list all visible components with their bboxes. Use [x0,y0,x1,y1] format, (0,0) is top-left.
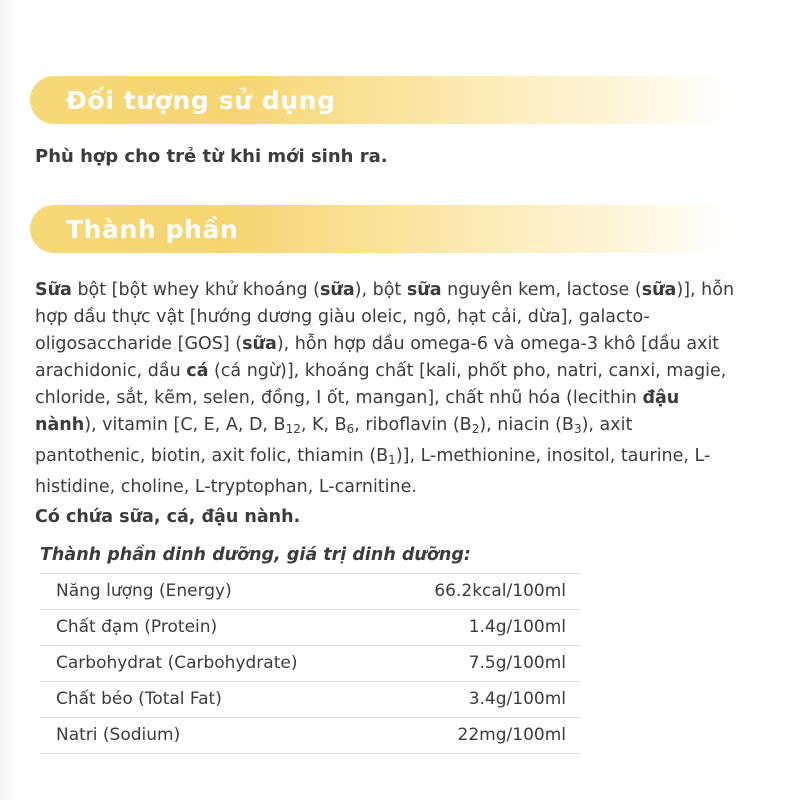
ingredients-text-1: bột [bột whey khử khoáng ( [71,280,320,300]
nutrition-table [40,573,580,754]
vitamin-b6-subscript: 6 [346,422,355,436]
content-column [30,0,770,754]
ingredient-allergen-milk-3: sữa [406,280,442,300]
ingredients-text-11: ), axit pantothenic, biotin, axit folic, thiamin (B [35,415,633,466]
ingredients-text-3: nguyên kem, lactose ( [441,280,642,300]
ingredients-text-7: ), vitamin [C, E, A, D, B [84,415,286,435]
nutrient-label: Chất béo (Total Fat) [40,682,385,718]
ingredient-allergen-milk-2: sữa [319,280,355,300]
nutrition-table-body [40,574,580,754]
nutrient-value: 22mg/100ml [385,718,580,754]
nutrient-label: Năng lượng (Energy) [40,574,385,610]
nutrition-title: Thành phần dinh dưỡng, giá trị dinh dưỡng: [40,545,471,565]
vitamin-b1-subscript: 1 [388,453,396,467]
ingredient-allergen-milk-4: sữa [641,280,677,300]
table-row [40,646,580,682]
table-row [40,610,580,646]
left-edge-shade [0,0,18,800]
ingredients-banner-label: Thành phần [66,214,239,244]
nutrient-label: Chất đạm (Protein) [40,610,385,646]
nutrient-value: 1.4g/100ml [385,610,580,646]
ingredients-text-8: , K, B [300,415,347,435]
nutrient-value: 7.5g/100ml [385,646,580,682]
ingredients-text-4: )], hỗn hợp dầu thực vật [hướng dương giàu oleic, ngô, hạt cải, dừa], galacto-oligosaccharide [GOS] ( [35,280,735,354]
ingredients-text-12: )], L-methionine, inositol, taurine, L-histidine, choline, L-tryptophan, L-carnitine. [35,446,711,497]
ingredients-banner [30,205,730,253]
vitamin-b12-subscript: 12 [285,422,301,436]
table-row [40,718,580,754]
nutrient-value: 3.4g/100ml [385,682,580,718]
ingredient-allergen-fish: cá [186,361,209,381]
ingredients-text-5: ), hỗn hợp dầu omega-6 và omega-3 khô [dầu axit arachidonic, dầu [35,334,720,381]
ingredient-allergen-milk-5: sữa [242,334,277,354]
nutrient-value: 66.2kcal/100ml [385,574,580,610]
vitamin-b3-subscript: 3 [573,422,582,436]
allergen-statement: Có chứa sữa, cá, đậu nành. [35,507,301,527]
ingredients-text-2: ), bột [354,280,407,300]
audience-banner-label: Đối tượng sử dụng [66,85,336,115]
ingredient-allergen-soy: đậu nành [35,388,680,435]
ingredient-allergen-milk-1: Sữa [35,280,72,300]
nutrient-label: Natri (Sodium) [40,718,385,754]
audience-description: Phù hợp cho trẻ từ khi mới sinh ra. [35,146,388,167]
audience-banner [30,76,730,124]
ingredients-text-10: ), niacin (B [479,415,574,435]
ingredients-text-6: (cá ngừ)], khoáng chất [kali, phốt pho, natri, canxi, magie, chloride, sắt, kẽm, selen, đồng, I ốt, mangan], chất nhũ hóa (lecithin [35,361,727,408]
table-row [40,574,580,610]
ingredients-paragraph [35,277,735,501]
nutrient-label: Carbohydrat (Carbohydrate) [40,646,385,682]
vitamin-b2-subscript: 2 [471,422,480,436]
table-row [40,682,580,718]
ingredients-text-9: , riboflavin (B [354,415,472,435]
